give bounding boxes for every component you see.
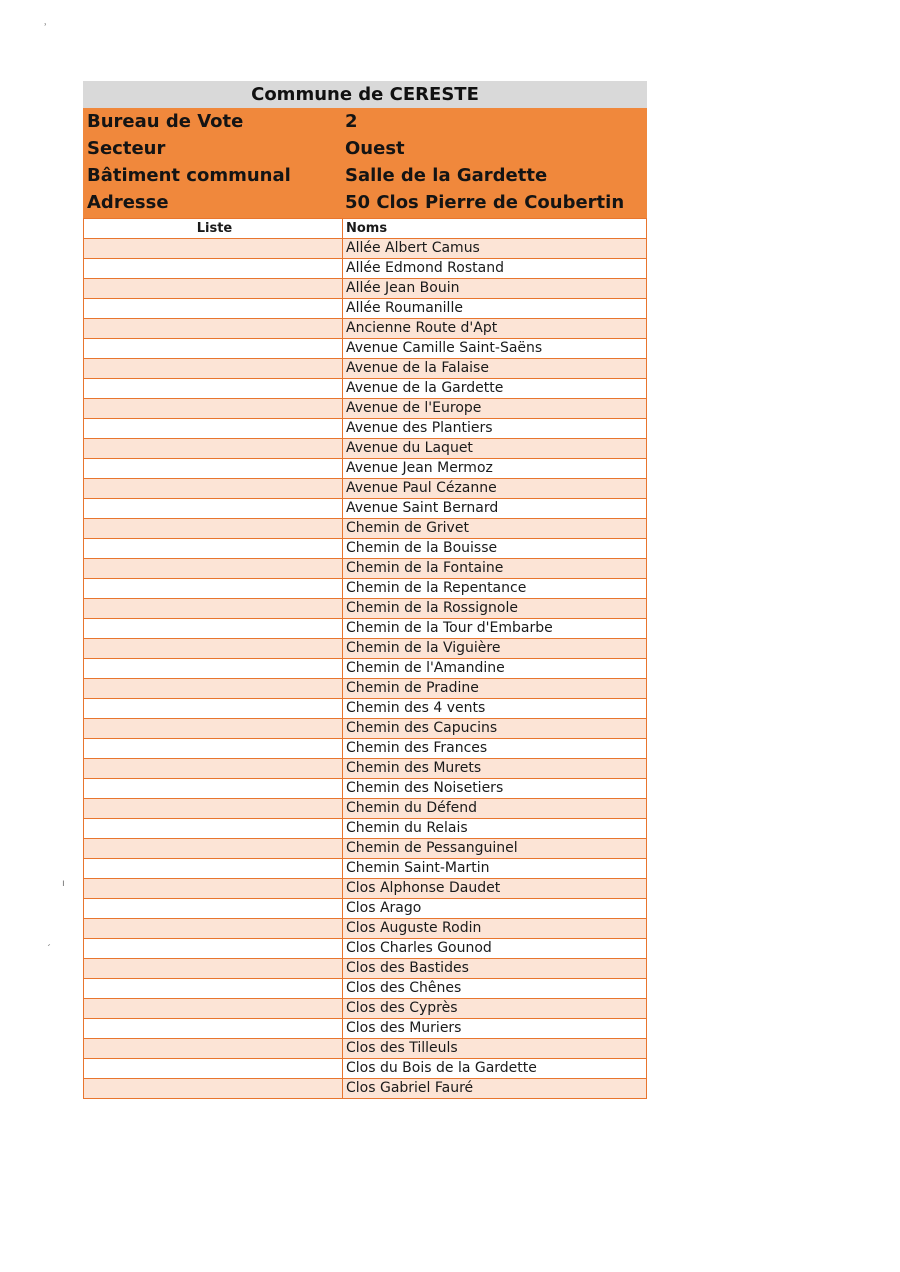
info-label: Secteur	[87, 138, 166, 159]
info-block	[83, 108, 647, 218]
liste-cell	[84, 719, 343, 739]
street-name-cell: Clos des Tilleuls	[343, 1039, 647, 1059]
table-row	[84, 459, 647, 479]
table-row	[84, 539, 647, 559]
liste-cell	[84, 319, 343, 339]
street-name-cell: Clos des Cyprès	[343, 999, 647, 1019]
street-name-cell: Chemin des Frances	[343, 739, 647, 759]
street-name-cell: Avenue Saint Bernard	[343, 499, 647, 519]
table-row	[84, 259, 647, 279]
liste-cell	[84, 899, 343, 919]
scan-speck: ı	[62, 878, 65, 889]
street-name-cell: Avenue du Laquet	[343, 439, 647, 459]
table-row	[84, 1039, 647, 1059]
street-name-cell: Avenue Paul Cézanne	[343, 479, 647, 499]
table-row	[84, 359, 647, 379]
info-row-secteur	[83, 135, 647, 162]
liste-cell	[84, 499, 343, 519]
street-name-cell: Avenue de l'Europe	[343, 399, 647, 419]
liste-cell	[84, 939, 343, 959]
table-row	[84, 419, 647, 439]
liste-cell	[84, 579, 343, 599]
table-row	[84, 939, 647, 959]
info-value: 2	[345, 111, 358, 132]
commune-title: Commune de CERESTE	[83, 81, 647, 108]
liste-cell	[84, 959, 343, 979]
street-name-cell: Chemin de la Rossignole	[343, 599, 647, 619]
street-name-cell: Chemin de la Repentance	[343, 579, 647, 599]
table-row	[84, 779, 647, 799]
liste-cell	[84, 519, 343, 539]
info-label: Adresse	[87, 192, 169, 213]
table-row	[84, 699, 647, 719]
street-name-cell: Chemin des Noisetiers	[343, 779, 647, 799]
liste-cell	[84, 1059, 343, 1079]
liste-cell	[84, 459, 343, 479]
scan-speck: ˒	[44, 20, 48, 31]
info-label: Bâtiment communal	[87, 165, 291, 186]
table-row	[84, 719, 647, 739]
liste-cell	[84, 919, 343, 939]
table-row	[84, 859, 647, 879]
info-row-bureau	[83, 108, 647, 135]
table-header-row	[84, 219, 647, 239]
table-row	[84, 679, 647, 699]
street-name-cell: Avenue Camille Saint-Saëns	[343, 339, 647, 359]
table-row	[84, 999, 647, 1019]
liste-cell	[84, 439, 343, 459]
liste-cell	[84, 399, 343, 419]
street-name-cell: Clos du Bois de la Gardette	[343, 1059, 647, 1079]
liste-cell	[84, 779, 343, 799]
liste-cell	[84, 999, 343, 1019]
street-name-cell: Clos des Muriers	[343, 1019, 647, 1039]
street-name-cell: Avenue Jean Mermoz	[343, 459, 647, 479]
street-name-cell: Clos Arago	[343, 899, 647, 919]
column-header-noms: Noms	[343, 219, 647, 239]
liste-cell	[84, 819, 343, 839]
table-row	[84, 839, 647, 859]
street-name-cell: Chemin de l'Amandine	[343, 659, 647, 679]
street-name-cell: Chemin du Relais	[343, 819, 647, 839]
liste-cell	[84, 679, 343, 699]
liste-cell	[84, 699, 343, 719]
street-name-cell: Chemin de la Tour d'Embarbe	[343, 619, 647, 639]
scan-speck: ´	[46, 944, 51, 955]
info-label: Bureau de Vote	[87, 111, 244, 132]
table-row	[84, 239, 647, 259]
table-row	[84, 979, 647, 999]
street-name-cell: Allée Edmond Rostand	[343, 259, 647, 279]
table-row	[84, 559, 647, 579]
table-row	[84, 639, 647, 659]
liste-cell	[84, 339, 343, 359]
liste-cell	[84, 379, 343, 399]
table-row	[84, 899, 647, 919]
column-header-liste: Liste	[84, 219, 343, 239]
street-name-cell: Chemin de la Viguière	[343, 639, 647, 659]
liste-cell	[84, 739, 343, 759]
liste-cell	[84, 979, 343, 999]
street-name-cell: Ancienne Route d'Apt	[343, 319, 647, 339]
info-row-batiment	[83, 162, 647, 189]
street-name-cell: Chemin de la Fontaine	[343, 559, 647, 579]
table-row	[84, 319, 647, 339]
liste-cell	[84, 659, 343, 679]
table-row	[84, 819, 647, 839]
street-name-cell: Clos Alphonse Daudet	[343, 879, 647, 899]
street-name-cell: Chemin Saint-Martin	[343, 859, 647, 879]
liste-cell	[84, 859, 343, 879]
liste-cell	[84, 799, 343, 819]
table-row	[84, 879, 647, 899]
liste-cell	[84, 279, 343, 299]
table-row	[84, 759, 647, 779]
table-row	[84, 499, 647, 519]
street-name-cell: Clos Gabriel Fauré	[343, 1079, 647, 1099]
liste-cell	[84, 1019, 343, 1039]
table-row	[84, 279, 647, 299]
liste-cell	[84, 619, 343, 639]
info-value: Salle de la Gardette	[345, 165, 548, 186]
table-row	[84, 659, 647, 679]
street-name-cell: Chemin de Pessanguinel	[343, 839, 647, 859]
liste-cell	[84, 359, 343, 379]
street-name-cell: Chemin des Capucins	[343, 719, 647, 739]
street-name-cell: Avenue de la Falaise	[343, 359, 647, 379]
voting-office-sheet	[83, 81, 647, 1099]
street-name-cell: Clos des Bastides	[343, 959, 647, 979]
liste-cell	[84, 419, 343, 439]
table-row	[84, 1059, 647, 1079]
info-value: Ouest	[345, 138, 405, 159]
street-name-cell: Chemin des 4 vents	[343, 699, 647, 719]
table-row	[84, 379, 647, 399]
table-row	[84, 599, 647, 619]
street-name-cell: Clos des Chênes	[343, 979, 647, 999]
street-name-cell: Allée Roumanille	[343, 299, 647, 319]
table-row	[84, 959, 647, 979]
liste-cell	[84, 759, 343, 779]
table-row	[84, 739, 647, 759]
street-name-cell: Avenue des Plantiers	[343, 419, 647, 439]
table-row	[84, 519, 647, 539]
street-name-cell: Chemin des Murets	[343, 759, 647, 779]
street-name-cell: Clos Charles Gounod	[343, 939, 647, 959]
table-row	[84, 1019, 647, 1039]
table-row	[84, 919, 647, 939]
table-row	[84, 339, 647, 359]
table-row	[84, 1079, 647, 1099]
street-name-cell: Chemin de Grivet	[343, 519, 647, 539]
table-row	[84, 479, 647, 499]
info-value: 50 Clos Pierre de Coubertin	[345, 192, 625, 213]
street-name-cell: Clos Auguste Rodin	[343, 919, 647, 939]
street-name-cell: Avenue de la Gardette	[343, 379, 647, 399]
liste-cell	[84, 259, 343, 279]
table-row	[84, 399, 647, 419]
liste-cell	[84, 1039, 343, 1059]
street-name-cell: Chemin de Pradine	[343, 679, 647, 699]
liste-cell	[84, 599, 343, 619]
liste-cell	[84, 559, 343, 579]
liste-cell	[84, 539, 343, 559]
liste-cell	[84, 1079, 343, 1099]
street-name-cell: Allée Jean Bouin	[343, 279, 647, 299]
liste-cell	[84, 239, 343, 259]
table-row	[84, 579, 647, 599]
table-row	[84, 439, 647, 459]
liste-cell	[84, 839, 343, 859]
liste-cell	[84, 879, 343, 899]
streets-table	[83, 218, 647, 1099]
table-row	[84, 619, 647, 639]
table-row	[84, 299, 647, 319]
table-row	[84, 799, 647, 819]
info-row-adresse	[83, 189, 647, 216]
street-name-cell: Chemin du Défend	[343, 799, 647, 819]
street-name-cell: Allée Albert Camus	[343, 239, 647, 259]
liste-cell	[84, 639, 343, 659]
liste-cell	[84, 479, 343, 499]
liste-cell	[84, 299, 343, 319]
street-name-cell: Chemin de la Bouisse	[343, 539, 647, 559]
